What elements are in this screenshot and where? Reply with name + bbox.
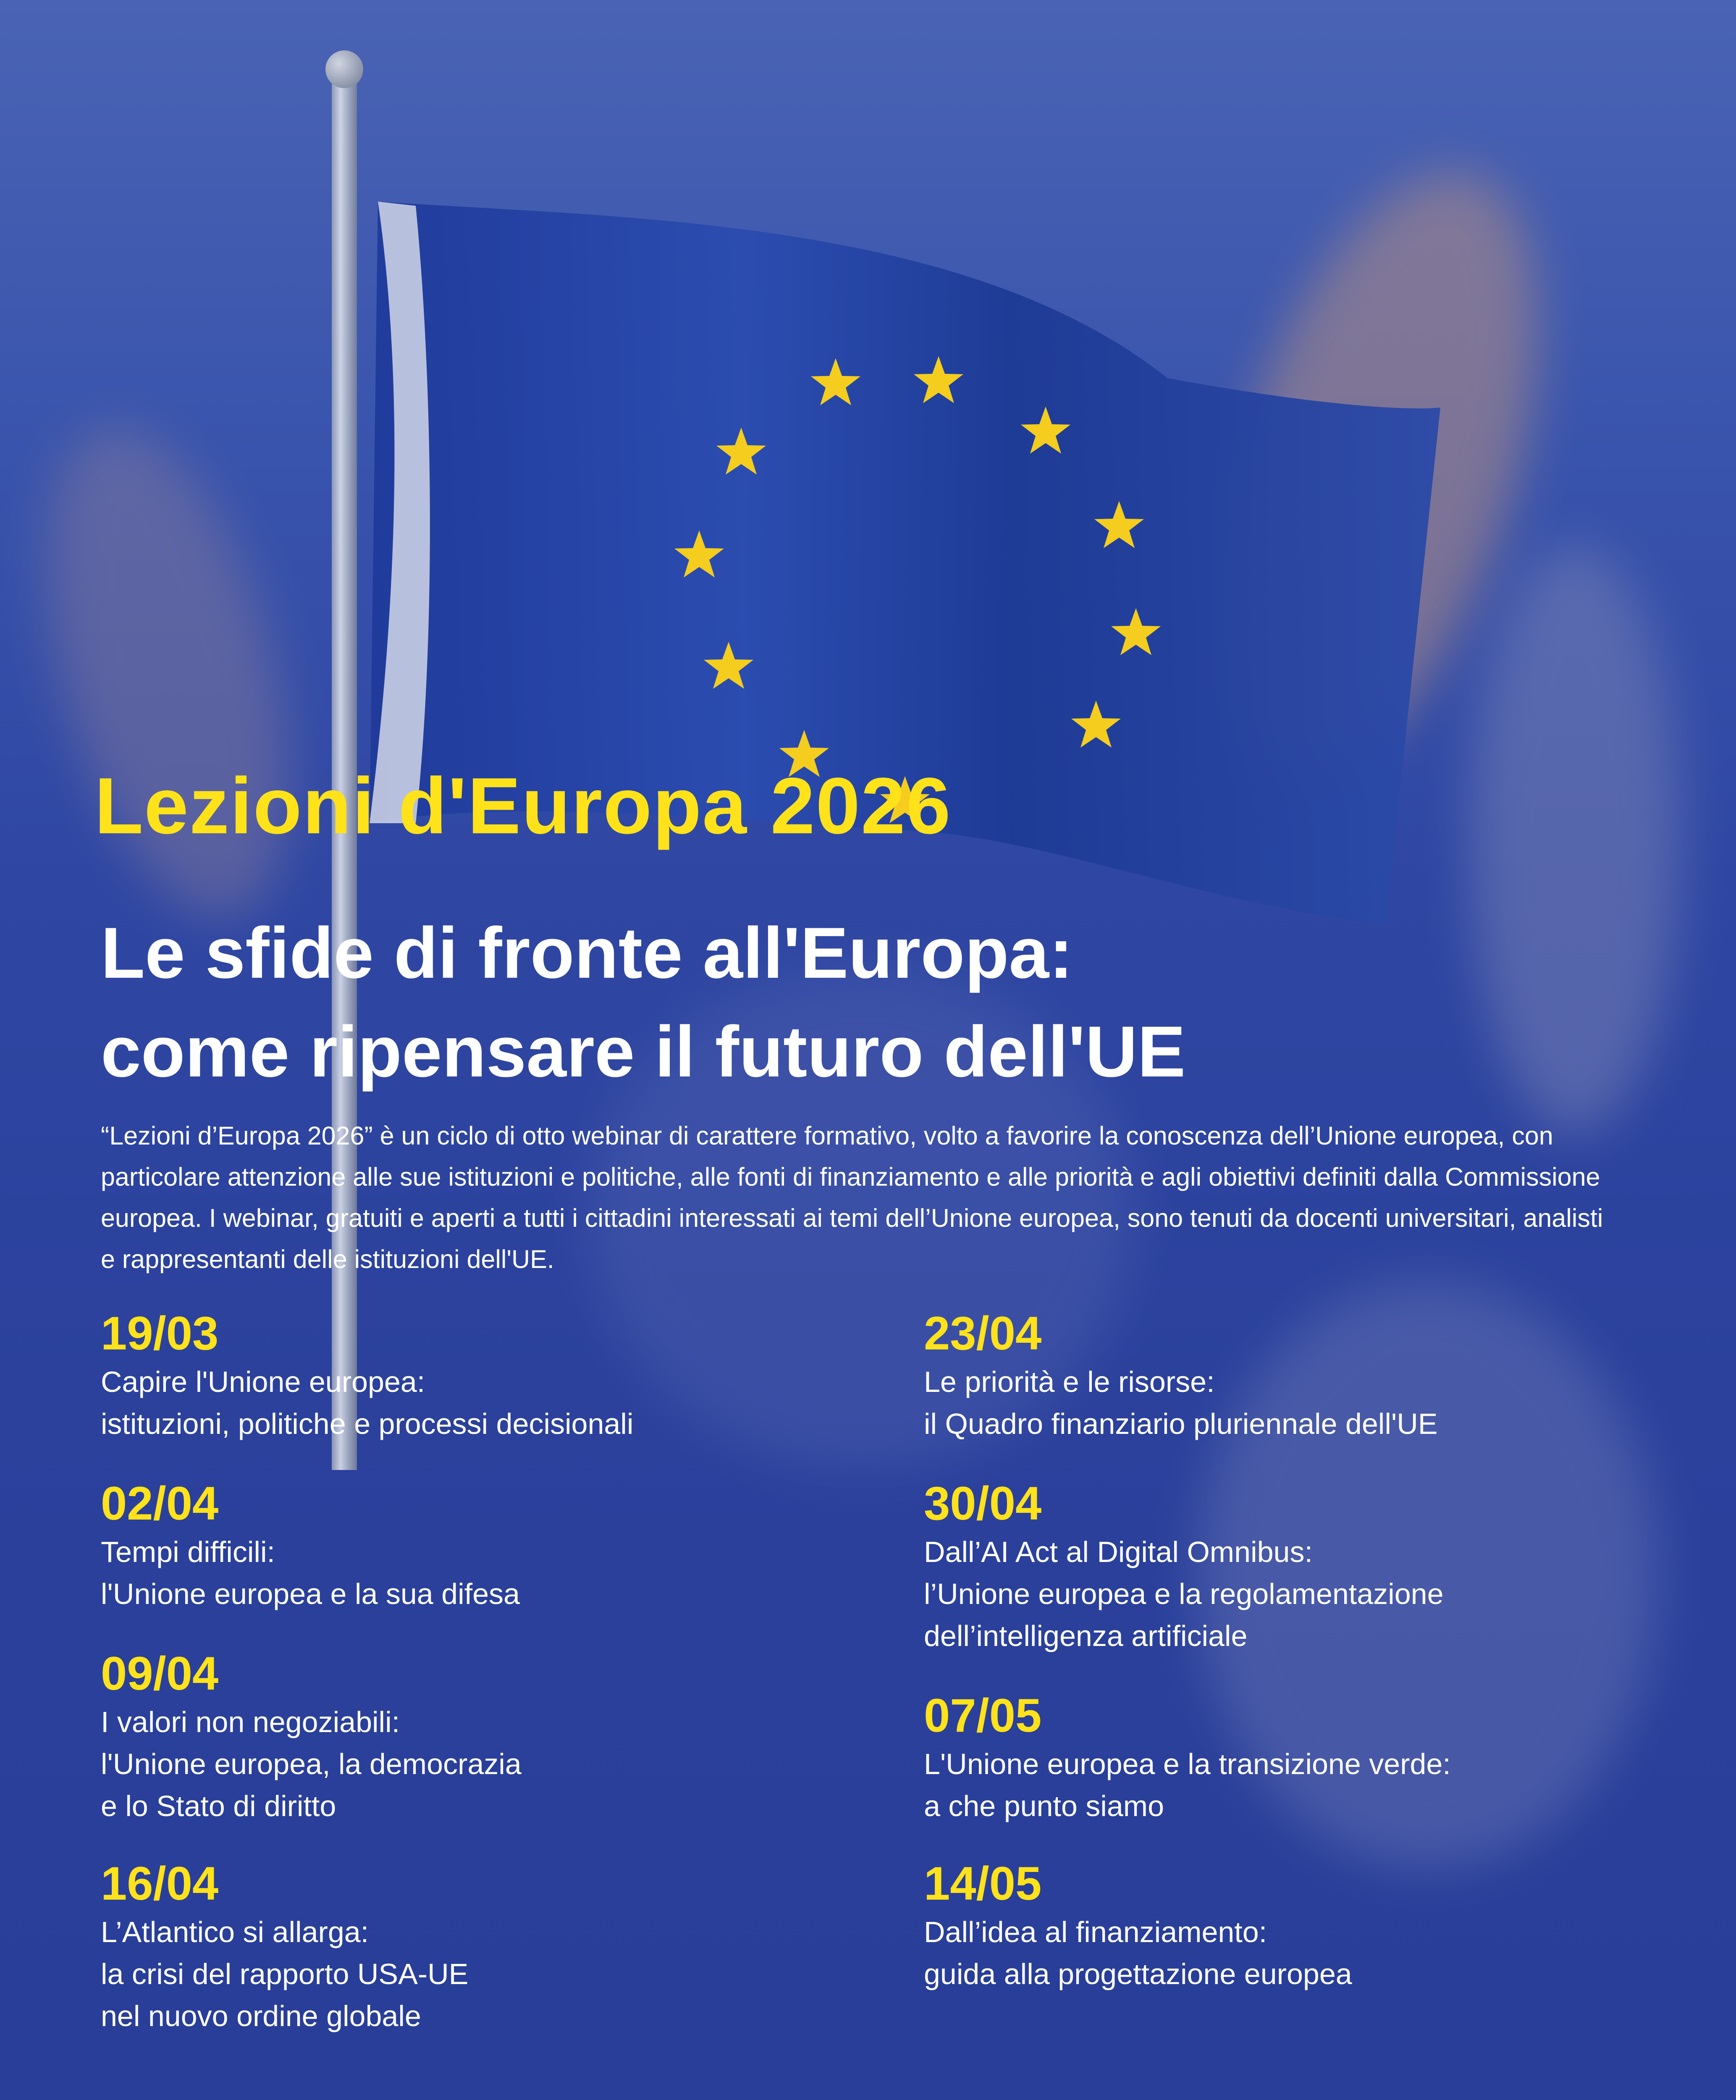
event-title-line: il Quadro finanziario pluriennale dell'UE [924, 1407, 1438, 1440]
event-title-line: guida alla progettazione europea [924, 1958, 1352, 1990]
event-item [101, 1856, 468, 2037]
event-title-line: Capire l'Unione europea: [101, 1365, 425, 1398]
event-title-line: Dall’idea al finanziamento: [924, 1916, 1267, 1948]
event-date: 30/04 [924, 1477, 1042, 1530]
event-date: 14/05 [924, 1857, 1042, 1910]
event-date: 19/03 [101, 1307, 219, 1360]
event-title-line: L'Unione europea e la transizione verde: [924, 1748, 1451, 1780]
event-title-line: I valori non negoziabili: [101, 1706, 400, 1738]
event-item [101, 1306, 633, 1445]
event-title-line: istituzioni, politiche e processi decisionali [101, 1407, 634, 1440]
event-title-line: a che punto siamo [924, 1790, 1164, 1822]
event-item [924, 1476, 1444, 1657]
event-title-line: l’Unione europea e la regolamentazione [924, 1578, 1444, 1610]
event-date: 16/04 [101, 1857, 219, 1910]
poster-subtitle-line-2: come ripensare il futuro dell'UE [101, 1011, 1186, 1092]
poster-title: Lezioni d'Europa 2026 [94, 761, 952, 850]
event-date: 09/04 [101, 1647, 219, 1700]
event-title-line: l'Unione europea, la democrazia [101, 1748, 522, 1780]
event-title-line: nel nuovo ordine globale [101, 2000, 421, 2032]
event-item [924, 1856, 1352, 1995]
event-title-line: Tempi difficili: [101, 1536, 275, 1568]
event-item [924, 1688, 1451, 1827]
event-date: 23/04 [924, 1307, 1042, 1360]
event-title-line: L’Atlantico si allarga: [101, 1916, 369, 1948]
event-item [101, 1476, 520, 1615]
event-item [101, 1646, 522, 1827]
intro-paragraph: “Lezioni d’Europa 2026” è un ciclo di otto webinar di carattere formativo, volto a favorire la conoscenza dell’Unione europea, con particolare attenzione alle sue istituzioni e politiche, alle fonti di finanziamento e alle priorità e agli obiettivi definiti dalla Commissione europea. I webinar, gratuiti e aperti a tutti i cittadini interessati ai temi dell’Unione europea, sono tenuti da docenti universitari, analisti e rappresentanti delle istituzioni dell'UE. [101, 1121, 1603, 1273]
event-title-line: l'Unione europea e la sua difesa [101, 1578, 520, 1610]
event-title-line: la crisi del rapporto USA-UE [101, 1958, 469, 1990]
event-item [924, 1306, 1438, 1445]
event-date: 07/05 [924, 1689, 1042, 1742]
poster-subtitle-line-1: Le sfide di fronte all'Europa: [101, 913, 1073, 993]
event-date: 02/04 [101, 1477, 219, 1530]
event-title-line: Dall’AI Act al Digital Omnibus: [924, 1536, 1313, 1568]
event-title-line: dell’intelligenza artificiale [924, 1620, 1248, 1652]
event-title-line: e lo Stato di diritto [101, 1790, 336, 1822]
event-title-line: Le priorità e le risorse: [924, 1365, 1215, 1398]
